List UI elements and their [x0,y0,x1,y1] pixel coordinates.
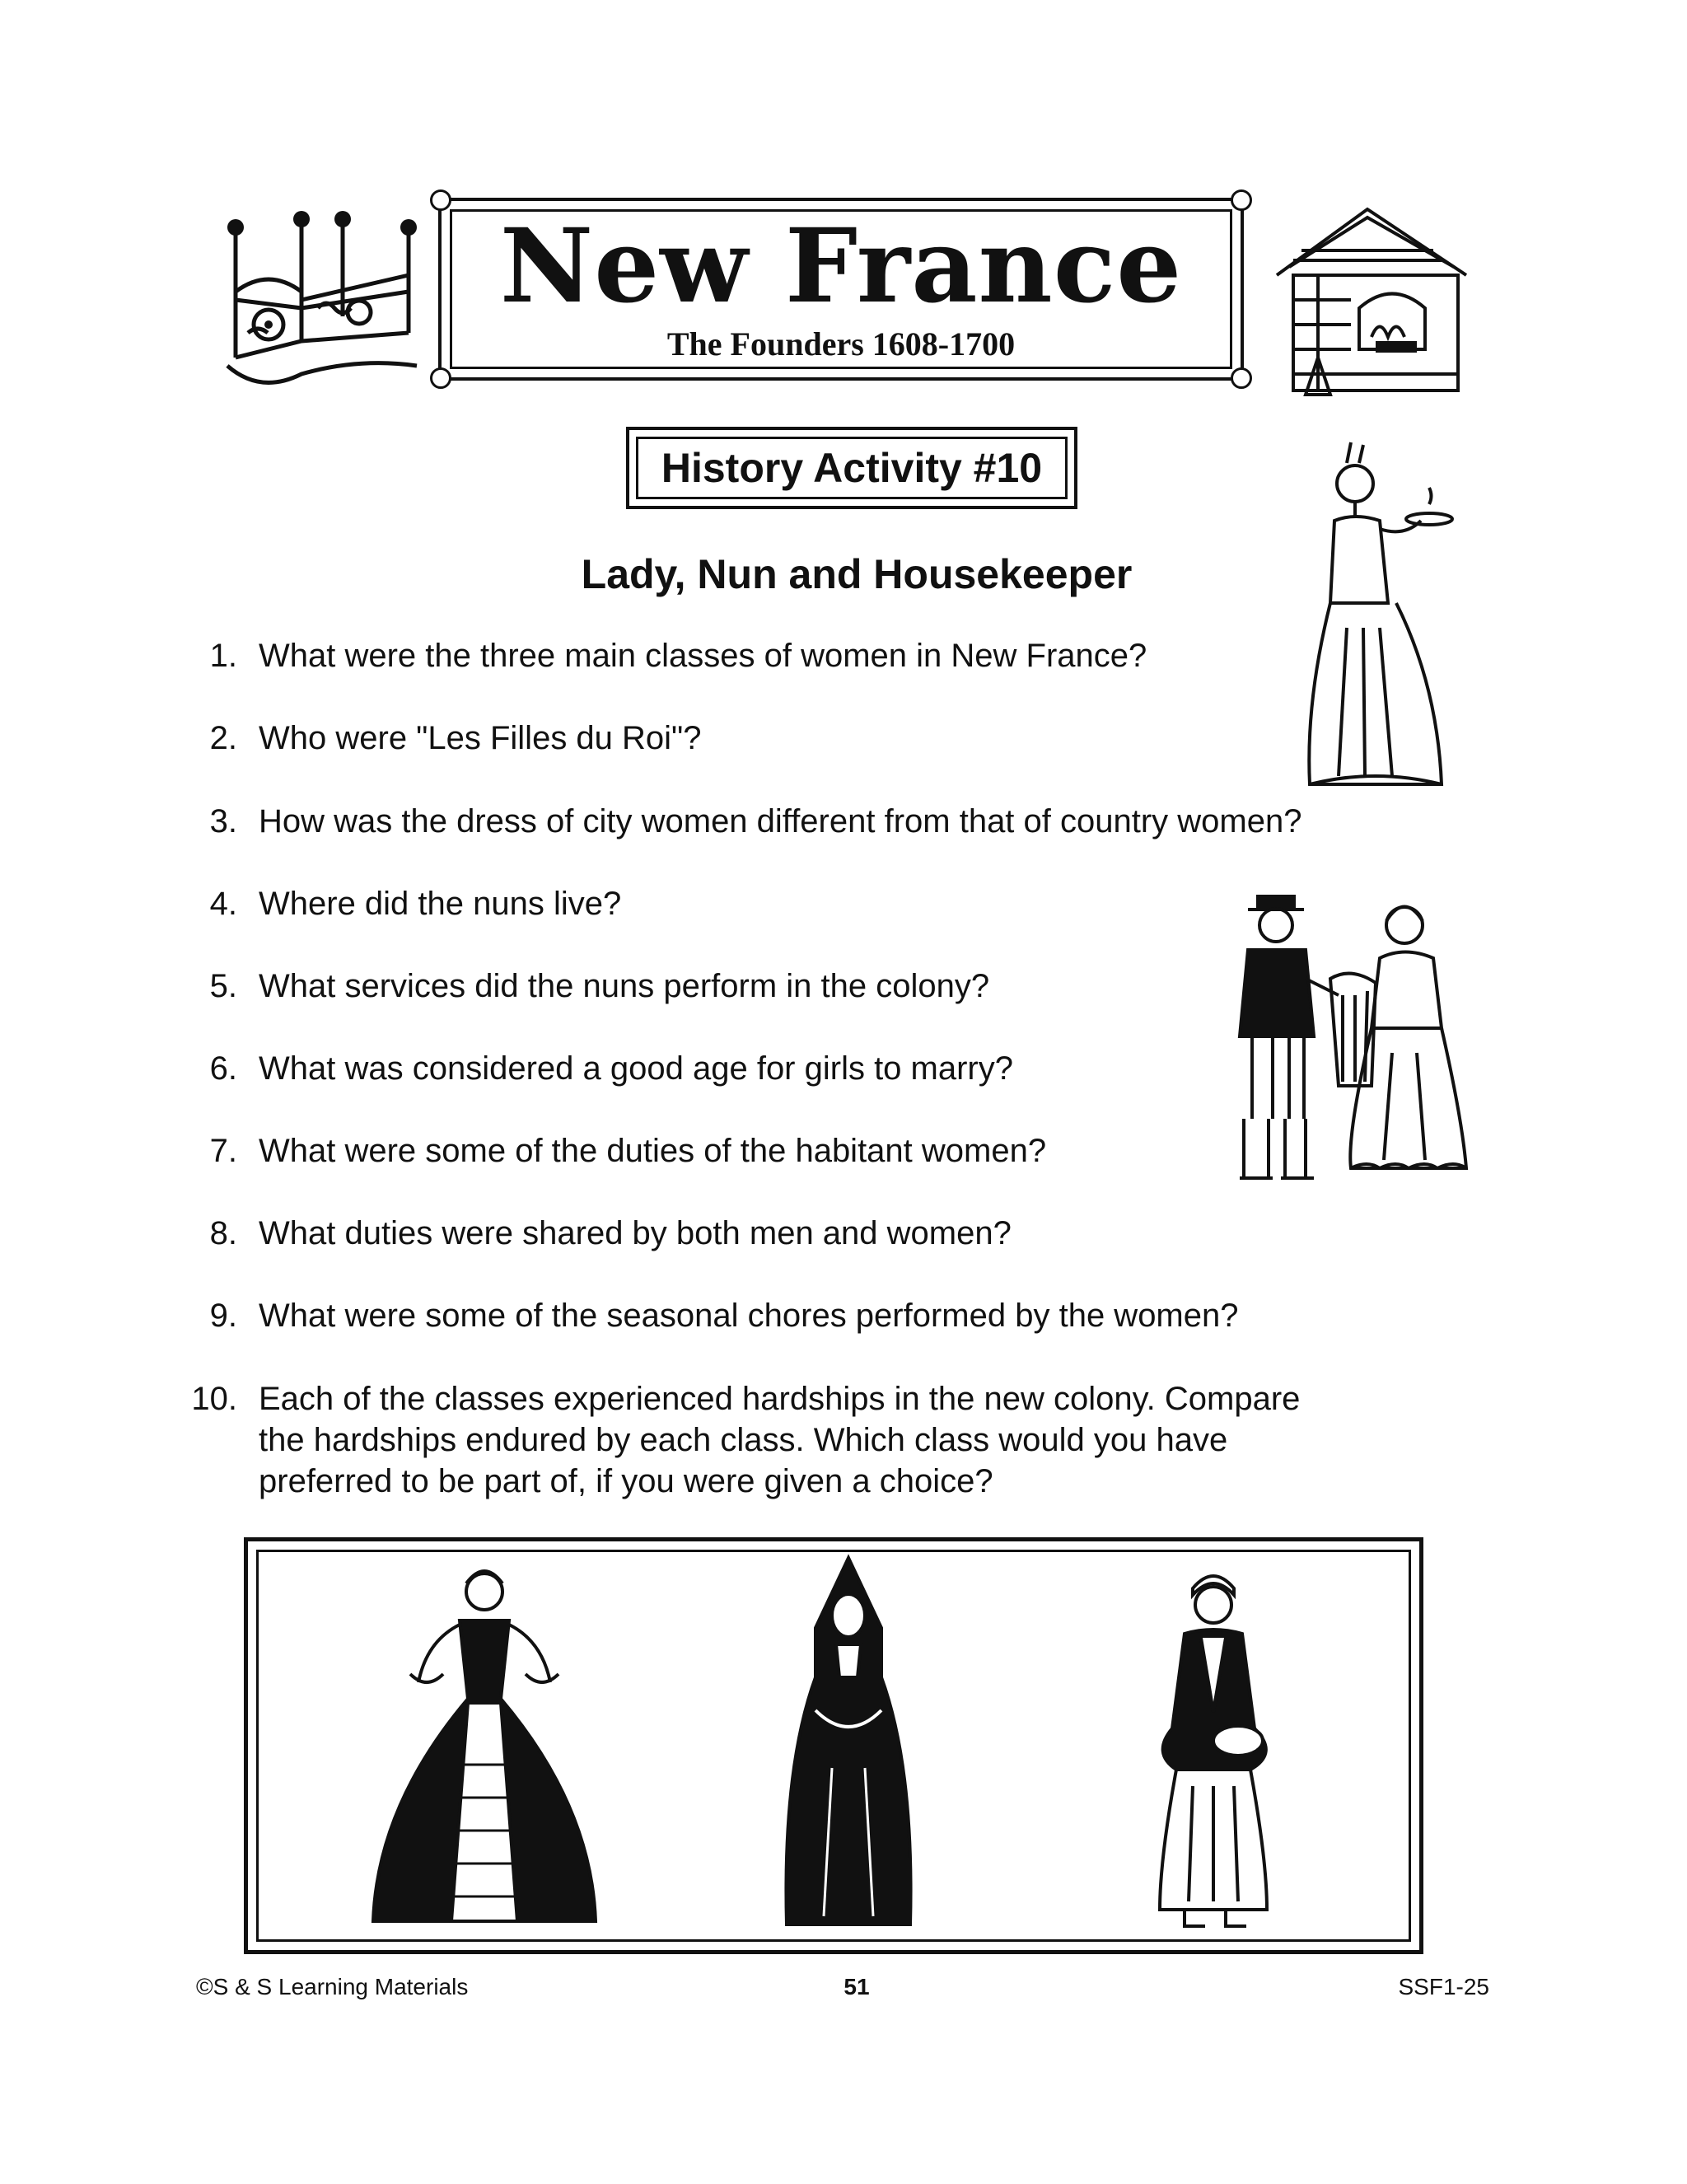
question-text-line: Each of the classes experienced hardships in the new colony. Compare [259,1381,1301,1417]
page-title: New France [499,207,1183,326]
question-text: What were some of the duties of the habitant women? [259,1133,1047,1169]
question-text: Where did the nuns live? [259,886,622,922]
question-text: What duties were shared by both men and women? [259,1215,1012,1251]
question-number: 9. [209,1298,237,1334]
activity-label-box [626,427,1077,509]
title-banner [438,198,1244,381]
footer-code: SSF1-25 [1398,1974,1489,1999]
question-number: 3. [209,803,237,839]
bake-oven-illustration [1260,201,1483,399]
question-number: 7. [209,1133,237,1169]
question-text-line: preferred to be part of, if you were given a choice? [259,1463,993,1499]
section-title: Lady, Nun and Housekeeper [581,551,1133,597]
couple-illustration [1207,888,1479,1193]
question-text-line: the hardships endured by each class. Which class would you have [259,1422,1228,1458]
question-number: 4. [209,886,237,922]
question-number: 6. [209,1050,237,1087]
question-text: How was the dress of city women different from that of country women? [259,803,1302,839]
footer-copyright: ©S & S Learning Materials [196,1974,469,1999]
housekeeper-illustration [1127,1564,1308,1934]
question-number: 8. [209,1215,237,1251]
cradle-illustration [211,201,433,399]
question-number: 5. [209,968,237,1004]
question-number: 10. [191,1381,237,1417]
question-number: 1. [209,638,237,674]
footer-page-number: 51 [844,1974,870,1999]
activity-label: History Activity #10 [636,437,1068,499]
question-text: What was considered a good age for girls to marry? [259,1050,1013,1087]
serving-woman-illustration [1297,438,1470,793]
page-subtitle: The Founders 1608-1700 [666,325,1016,362]
question-number: 2. [209,720,237,756]
question-text: What services did the nuns perform in the colony? [259,968,990,1004]
question-text: Who were "Les Filles du Roi"? [259,720,702,756]
nun-illustration [766,1554,931,1933]
question-text: What were some of the seasonal chores performed by the women? [259,1298,1239,1334]
question-text: What were the three main classes of women in New France? [259,638,1147,674]
lady-illustration [361,1559,608,1929]
